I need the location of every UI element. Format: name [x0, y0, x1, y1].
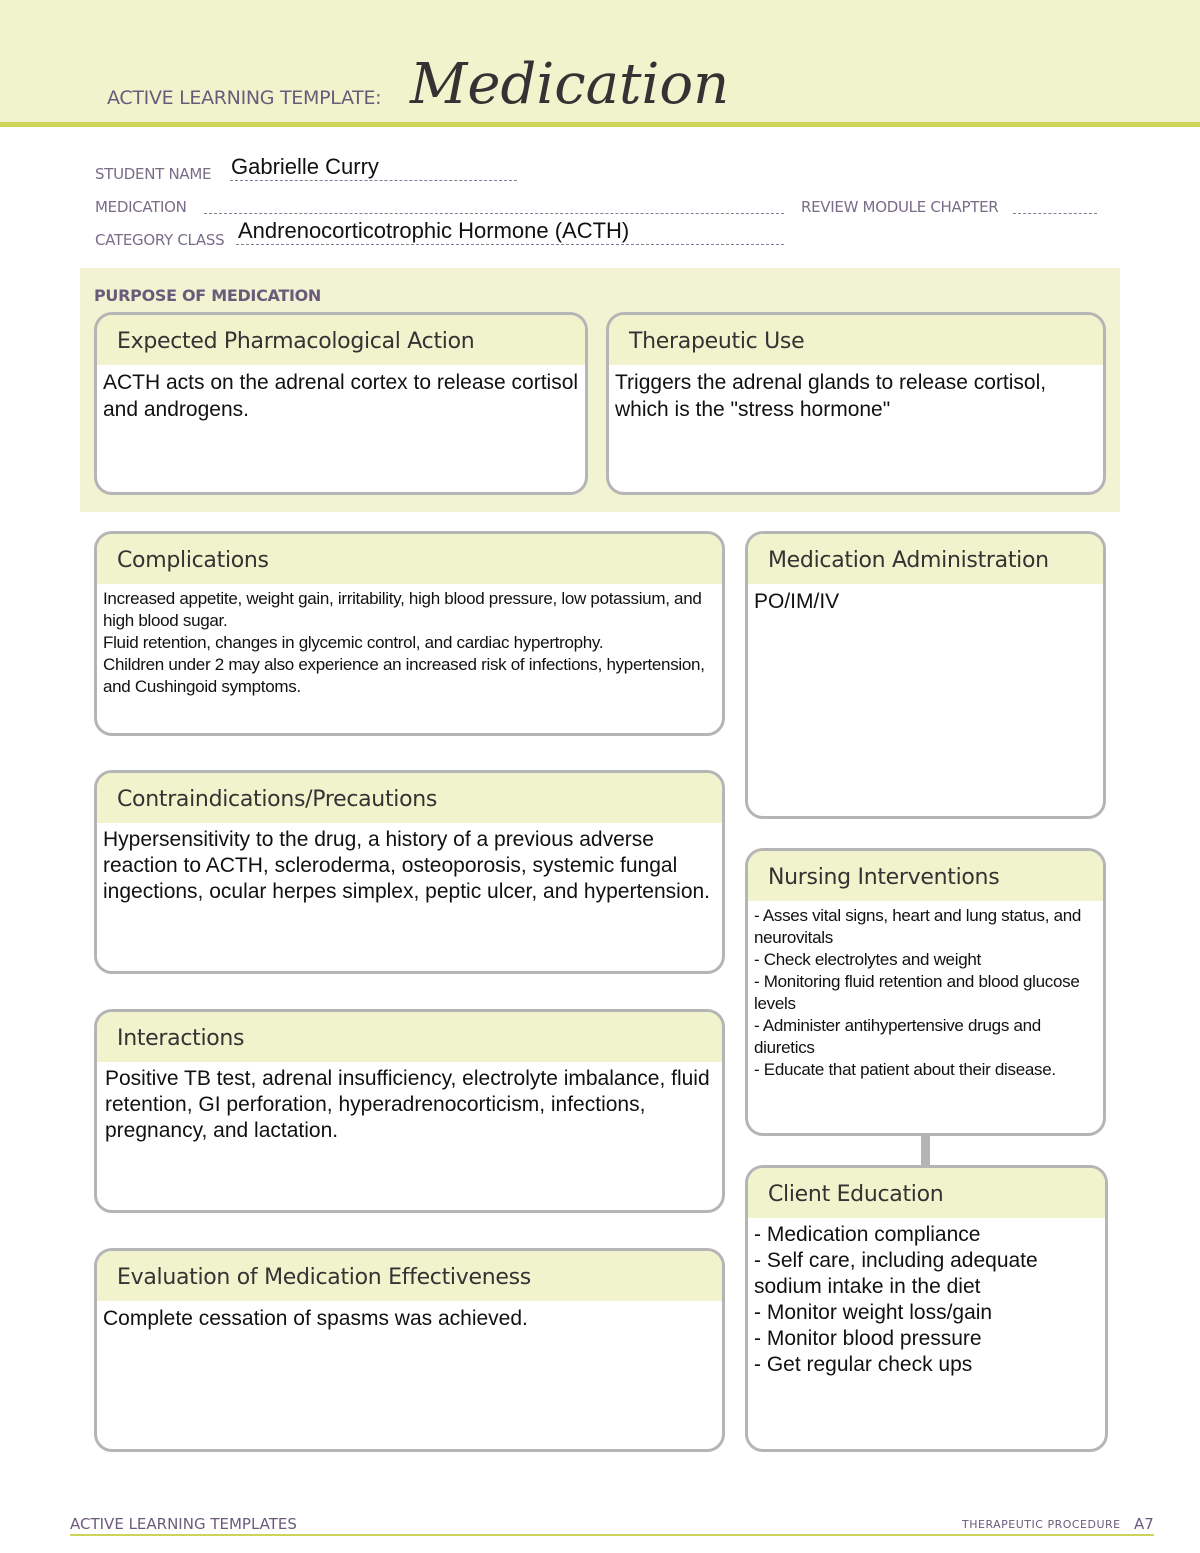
therapeutic-use-box: [606, 312, 1106, 495]
box-body[interactable]: - Asses vital signs, heart and lung status, and neurovitals - Check electrolytes and weight - Monitoring fluid retention and blood glucose levels - Administer antihypertensive drugs and diuretics - Educate that patient about their disease.: [754, 906, 1082, 1079]
evaluation-box: [94, 1248, 725, 1452]
box-body[interactable]: Increased appetite, weight gain, irritability, high blood pressure, low potassium, and high blood sugar. Fluid retention, changes in glycemic control, and cardiac hypertrophy. Children under 2 may also experience an increased risk of infections, hypertension, and Cushingoid symptoms.: [103, 589, 705, 696]
review-module-label: REVIEW MODULE CHAPTER: [801, 198, 999, 216]
connector-line: [921, 1135, 930, 1167]
box-title: Medication Administration: [748, 534, 1103, 584]
box-title: Evaluation of Medication Effectiveness: [97, 1251, 722, 1301]
administration-box: [745, 531, 1106, 819]
client-education-box: [745, 1165, 1108, 1452]
footer-divider: [70, 1534, 1154, 1536]
box-title: Interactions: [97, 1012, 722, 1062]
box-body[interactable]: ACTH acts on the adrenal cortex to release cortisol and androgens.: [103, 371, 579, 421]
page-number: A7: [1134, 1515, 1154, 1533]
student-name-line: [230, 180, 517, 181]
medication-label: MEDICATION: [95, 198, 187, 216]
category-class-line: [236, 244, 784, 245]
medication-field[interactable]: [204, 213, 784, 214]
box-title: Complications: [97, 534, 722, 584]
page-title: Medication: [410, 52, 730, 117]
box-title: Expected Pharmacological Action: [97, 315, 585, 365]
box-body[interactable]: PO/IM/IV: [754, 590, 840, 613]
header-divider: [0, 122, 1200, 127]
box-title: Therapeutic Use: [609, 315, 1103, 365]
review-module-field[interactable]: [1013, 213, 1097, 214]
expected-action-box: [94, 312, 588, 495]
footer-left: ACTIVE LEARNING TEMPLATES: [70, 1515, 297, 1533]
box-body[interactable]: Complete cessation of spasms was achieved.: [103, 1307, 528, 1330]
box-body[interactable]: Positive TB test, adrenal insufficiency, electrolyte imbalance, fluid retention, GI perforation, hyperadrenocorticism, infections, pregnancy, and lactation.: [105, 1067, 710, 1142]
box-body[interactable]: Hypersensitivity to the drug, a history of a previous adverse reaction to ACTH, scleroderma, osteoporosis, systemic fungal ingections, ocular herpes simplex, peptic ulcer, and hypertension.: [103, 828, 711, 903]
footer-right: THERAPEUTIC PROCEDURE: [962, 1518, 1121, 1531]
contraindications-box: [94, 770, 725, 974]
box-body[interactable]: Triggers the adrenal glands to release cortisol, which is the "stress hormone": [615, 371, 1047, 421]
nursing-interventions-box: [745, 848, 1106, 1136]
student-name-label: STUDENT NAME: [95, 165, 212, 183]
box-body[interactable]: - Medication compliance - Self care, including adequate sodium intake in the diet - Monitor weight loss/gain - Monitor blood pressure - Get regular check ups: [754, 1223, 1038, 1376]
box-title: Contraindications/Precautions: [97, 773, 722, 823]
interactions-box: [94, 1009, 725, 1213]
box-title: Client Education: [748, 1168, 1105, 1218]
purpose-label: PURPOSE OF MEDICATION: [94, 286, 322, 305]
category-class-label: CATEGORY CLASS: [95, 231, 225, 249]
template-label: ACTIVE LEARNING TEMPLATE:: [107, 87, 382, 109]
student-name-field[interactable]: Gabrielle Curry: [231, 154, 379, 179]
category-class-field[interactable]: Andrenocorticotrophic Hormone (ACTH): [238, 218, 630, 243]
complications-box: [94, 531, 725, 736]
box-title: Nursing Interventions: [748, 851, 1103, 901]
